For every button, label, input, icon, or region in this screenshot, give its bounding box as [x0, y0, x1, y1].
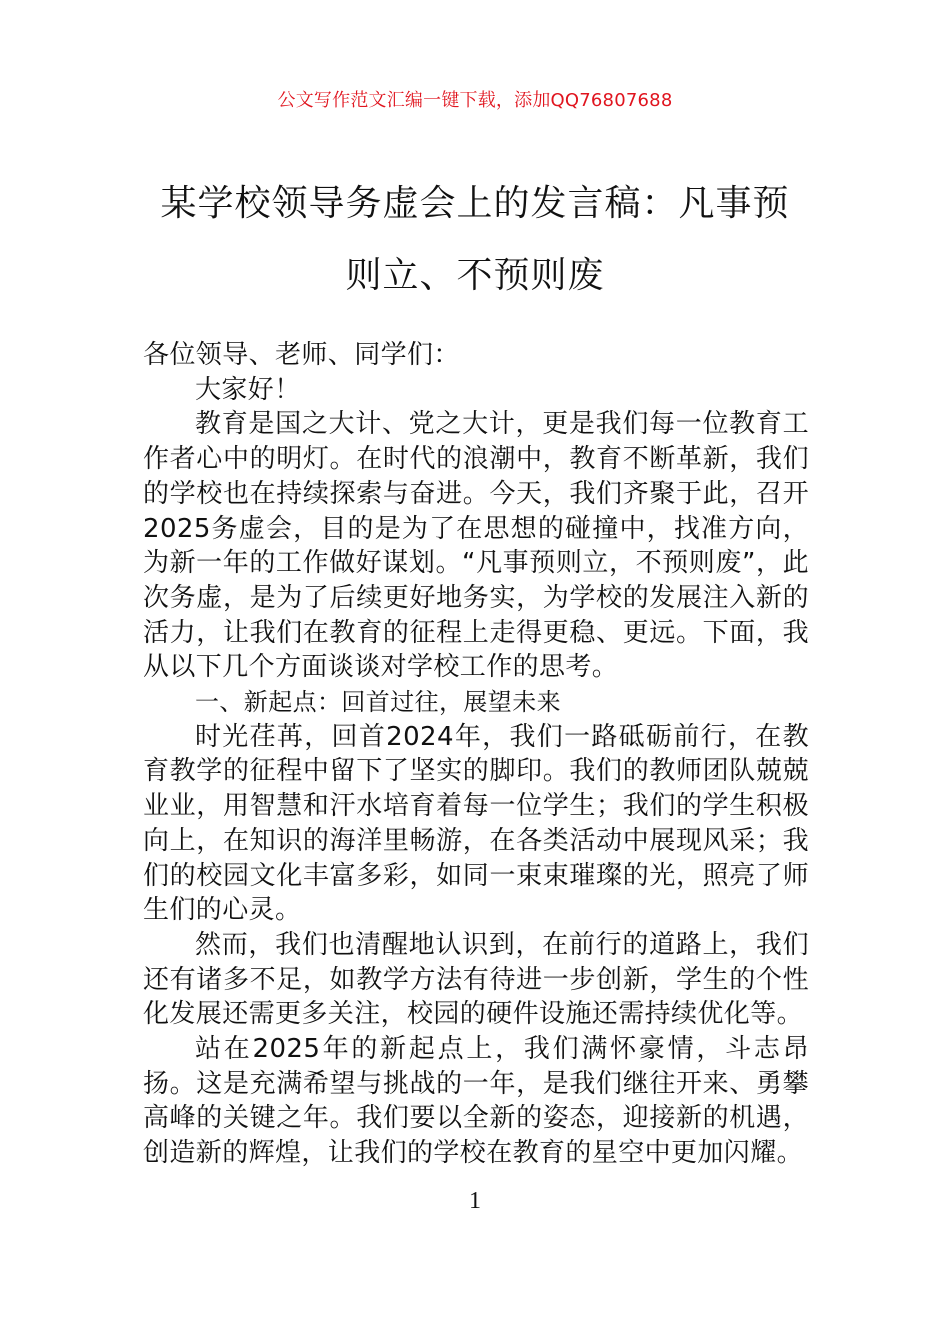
document-title: 某学校领导务虚会上的发言稿：凡事预则立、不预则废 [160, 183, 790, 296]
body-paragraph: 站在2025年的新起点上，我们满怀豪情，斗志昂扬。这是充满希望与挑战的一年，是我们继往开来、勇攀高峰的关键之年。我们要以全新的姿态，迎接新的机遇，创造新的辉煌，让我们的学校在教育的星空中更加闪耀。 [143, 1034, 809, 1169]
page-number: 1 [469, 1188, 481, 1214]
document-body [143, 338, 809, 1171]
section-heading: 一、新起点：回首过往，展望未来 [195, 688, 561, 717]
body-paragraph: 教育是国之大计、党之大计，更是我们每一位教育工作者心中的明灯。在时代的浪潮中，教育不断革新，我们的学校也在持续探索与奋进。今天，我们齐聚于此，召开2025务虚会，目的是为了在思想的碰撞中，找准方向，为新一年的工作做好谋划。“凡事预则立，不预则废”，此次务虚，是为了后续更好地务实，为学校的发展注入新的活力，让我们在教育的征程上走得更稳、更远。下面，我从以下几个方面谈谈对学校工作的思考。 [143, 409, 809, 683]
download-ad-header: 公文写作范文汇编一键下载，添加QQ76807688 [277, 90, 673, 111]
greeting: 大家好！ [195, 374, 301, 405]
salutation: 各位领导、老师、同学们： [143, 340, 460, 370]
body-paragraph: 时光荏苒，回首2024年，我们一路砥砺前行，在教育教学的征程中留下了坚实的脚印。我们的教师团队兢兢业业，用智慧和汗水培育着每一位学生；我们的学生积极向上，在知识的海洋里畅游，在各类活动中展现风采；我们的校园文化丰富多彩，如同一束束璀璨的光，照亮了师生们的心灵。 [143, 721, 809, 926]
body-paragraph: 然而，我们也清醒地认识到，在前行的道路上，我们还有诸多不足，如教学方法有待进一步创新，学生的个性化发展还需更多关注，校园的硬件设施还需持续优化等。 [143, 929, 809, 1030]
